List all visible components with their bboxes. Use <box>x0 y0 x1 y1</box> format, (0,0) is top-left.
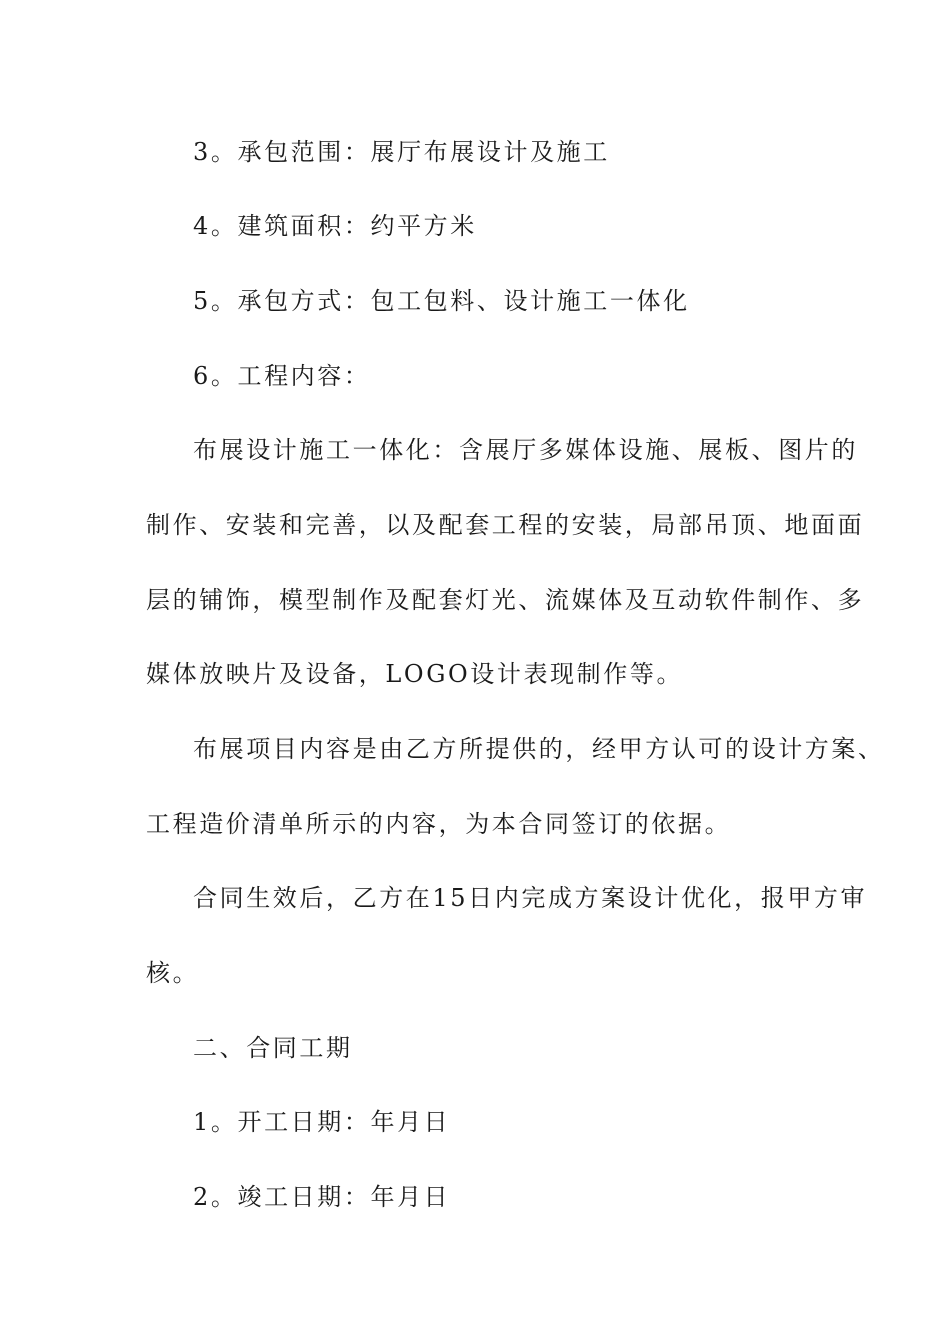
paragraph-basis-line-1: 布展项目内容是由乙方所提供的，经甲方认可的设计方案、 <box>193 735 885 763</box>
item-5-method: 5。承包方式：包工包料、设计施工一体化 <box>193 287 690 315</box>
paragraph-effective-line-2: 核。 <box>146 959 200 987</box>
paragraph-content-line-1: 布展设计施工一体化：含展厅多媒体设施、展板、图片的 <box>193 436 858 464</box>
completion-date: 2。竣工日期：年月日 <box>193 1183 451 1211</box>
section-heading-contract-period: 二、合同工期 <box>193 1034 353 1062</box>
paragraph-effective-line-1: 合同生效后，乙方在15日内完成方案设计优化，报甲方审 <box>193 884 868 912</box>
paragraph-basis-line-2: 工程造价清单所示的内容，为本合同签订的依据。 <box>146 810 732 838</box>
item-3-scope: 3。承包范围：展厅布展设计及施工 <box>193 138 610 166</box>
item-4-area: 4。建筑面积：约平方米 <box>193 212 477 240</box>
paragraph-content-line-4: 媒体放映片及设备，LOGO设计表现制作等。 <box>146 660 684 688</box>
start-date: 1。开工日期：年月日 <box>193 1108 451 1136</box>
paragraph-content-line-2: 制作、安装和完善，以及配套工程的安装，局部吊顶、地面面 <box>146 511 865 539</box>
paragraph-content-line-3: 层的铺饰，模型制作及配套灯光、流媒体及互动软件制作、多 <box>146 586 865 614</box>
item-6-heading: 6。工程内容： <box>193 362 371 390</box>
